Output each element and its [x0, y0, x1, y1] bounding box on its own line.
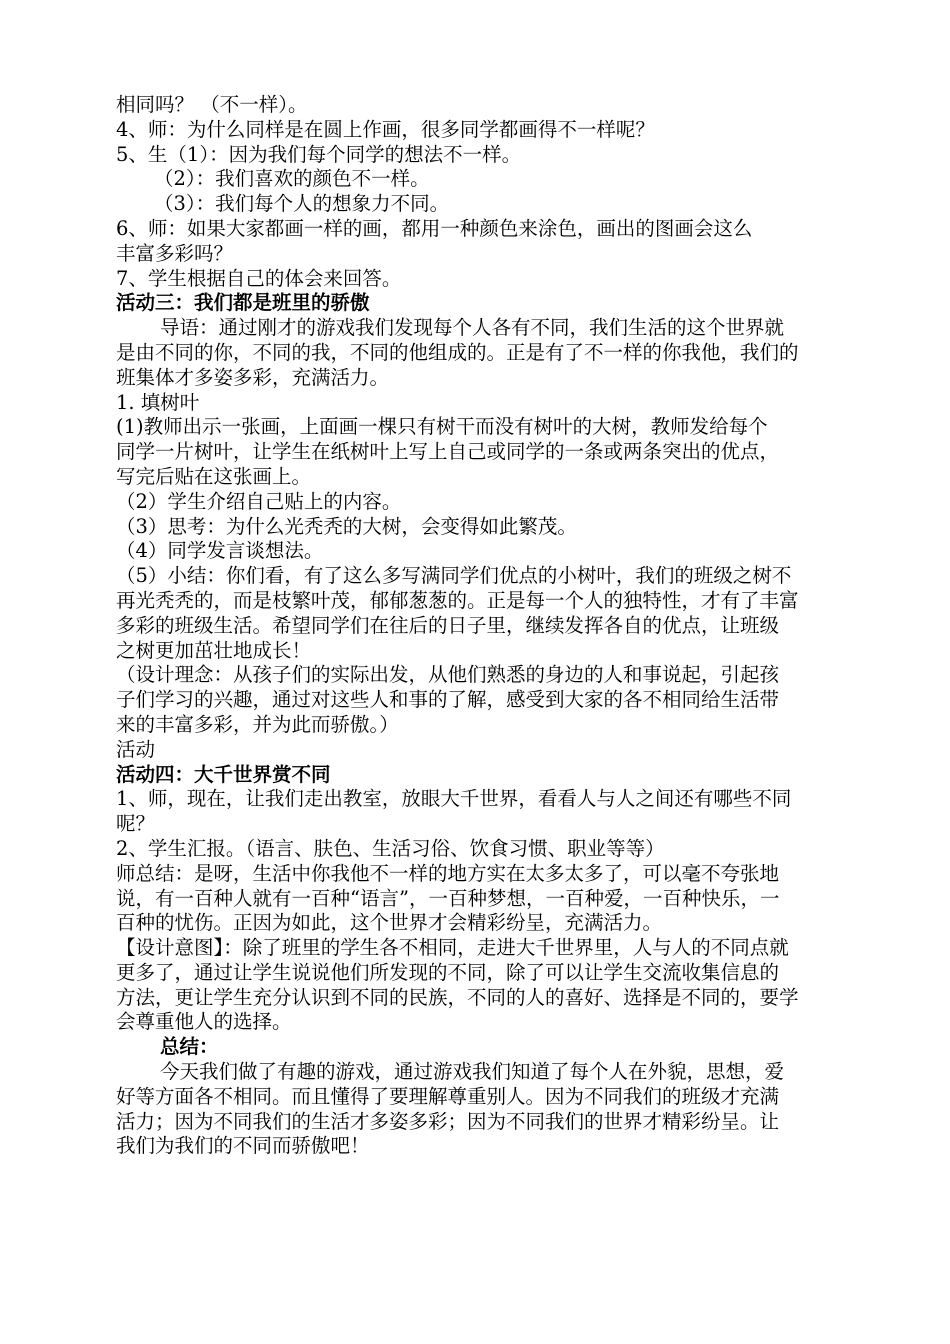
text-line: 同学一片树叶，让学生在纸树叶上写上自己或同学的一条或两条突出的优点， [116, 440, 780, 464]
summary-heading: 总结： [160, 1035, 219, 1059]
text-line: （5）小结：你们看，有了这么多写满同学们优点的小树叶，我们的班级之树不 [116, 564, 792, 588]
text-line: 呢？ [116, 812, 156, 836]
text-line: （2）学生介绍自己贴上的内容。 [116, 489, 402, 513]
document-page [116, 93, 864, 1159]
text-line: 好等方面各不相同。而且懂得了要理解尊重别人。因为不同我们的班级才充满 [116, 1084, 780, 1108]
text-line: 5、生（1）：因为我们每个同学的想法不一样。 [116, 142, 522, 166]
text-line: 【设计意图】：除了班里的学生各不相同，走进大千世界里，人与人的不同点就 [116, 936, 789, 960]
text-line: 来的丰富多彩，并为此而骄傲。） [116, 712, 399, 736]
text-line: (1)教师出示一张画，上面画一棵只有树干而没有树叶的大树，教师发给每个 [116, 415, 768, 439]
text-line: 今天我们做了有趣的游戏，通过游戏我们知道了每个人在外貌，思想，爱 [160, 1060, 785, 1084]
text-line: 活力；因为不同我们的生活才多姿多彩；因为不同我们的世界才精彩纷呈。让 [116, 1109, 780, 1133]
text-line: （3）：我们每个人的想象力不同。 [154, 192, 450, 216]
text-line: 写完后贴在这张画上。 [116, 464, 312, 488]
text-line: 说，有一百种人就有一百种“语言”，一百种梦想，一百种爱，一百种快乐，一 [116, 886, 780, 910]
text-line: 1. 填树叶 [116, 390, 200, 414]
text-line: 之树更加茁壮地成长！ [116, 638, 312, 662]
text-line: 1、师，现在，让我们走出教室，放眼大千世界，看看人与人之间还有哪些不同 [116, 787, 792, 811]
text-line: （2）：我们喜欢的颜色不一样。 [154, 167, 430, 191]
text-line: 是由不同的你，不同的我，不同的他组成的。正是有了不一样的你我他，我们的 [116, 340, 799, 364]
text-line: 6、师：如果大家都画一样的画，都用一种颜色来涂色，画出的图画会这么 [116, 216, 753, 240]
text-line: （4）同学发言谈想法。 [116, 539, 324, 563]
text-line: 多彩的班级生活。希望同学们在往后的日子里，继续发挥各自的优点，让班级 [116, 613, 780, 637]
text-line: 方法，更让学生充分认识到不同的民族，不同的人的喜好、选择是不同的，要学 [116, 985, 799, 1009]
text-line: 丰富多彩吗？ [116, 241, 234, 265]
text-line: 我们为我们的不同而骄傲吧！ [116, 1134, 370, 1158]
text-line: 再光秃秃的，而是枝繁叶茂，郁郁葱葱的。正是每一个人的独特性，才有了丰富 [116, 588, 799, 612]
text-line: 导语：通过刚才的游戏我们发现每个人各有不同，我们生活的这个世界就 [160, 316, 785, 340]
section-heading: 活动三：我们都是班里的骄傲 [116, 291, 370, 315]
text-line: （3）思考：为什么光秃秃的大树，会变得如此繁茂。 [116, 514, 577, 538]
section-heading: 活动四：大千世界赏不同 [116, 762, 331, 786]
text-line: 百种的忧伤。正因为如此，这个世界才会精彩纷呈，充满活力。 [116, 911, 663, 935]
text-line: 师总结：是呀，生活中你我他不一样的地方实在太多太多了，可以毫不夸张地 [116, 861, 780, 885]
text-line: 活动 [116, 737, 156, 761]
text-line: 更多了，通过让学生说说他们所发现的不同，除了可以让学生交流收集信息的 [116, 960, 780, 984]
text-line: 7、学生根据自己的体会来回答。 [116, 266, 402, 290]
text-line: 会尊重他人的选择。 [116, 1010, 292, 1034]
text-line: 2、学生汇报。（语言、肤色、生活习俗、饮食习惯、职业等等） [116, 836, 665, 860]
text-line: 相同吗？ （不一样）。 [116, 93, 308, 116]
text-line: 子们学习的兴趣，通过对这些人和事的了解，感受到大家的各不相同给生活带 [116, 688, 780, 712]
text-line: 班集体才多姿多彩，充满活力。 [116, 365, 390, 389]
text-line: 4、师：为什么同样是在圆上作画，很多同学都画得不一样呢？ [116, 117, 655, 141]
text-line: （设计理念：从孩子们的实际出发，从他们熟悉的身边的人和事说起，引起孩 [116, 663, 780, 687]
